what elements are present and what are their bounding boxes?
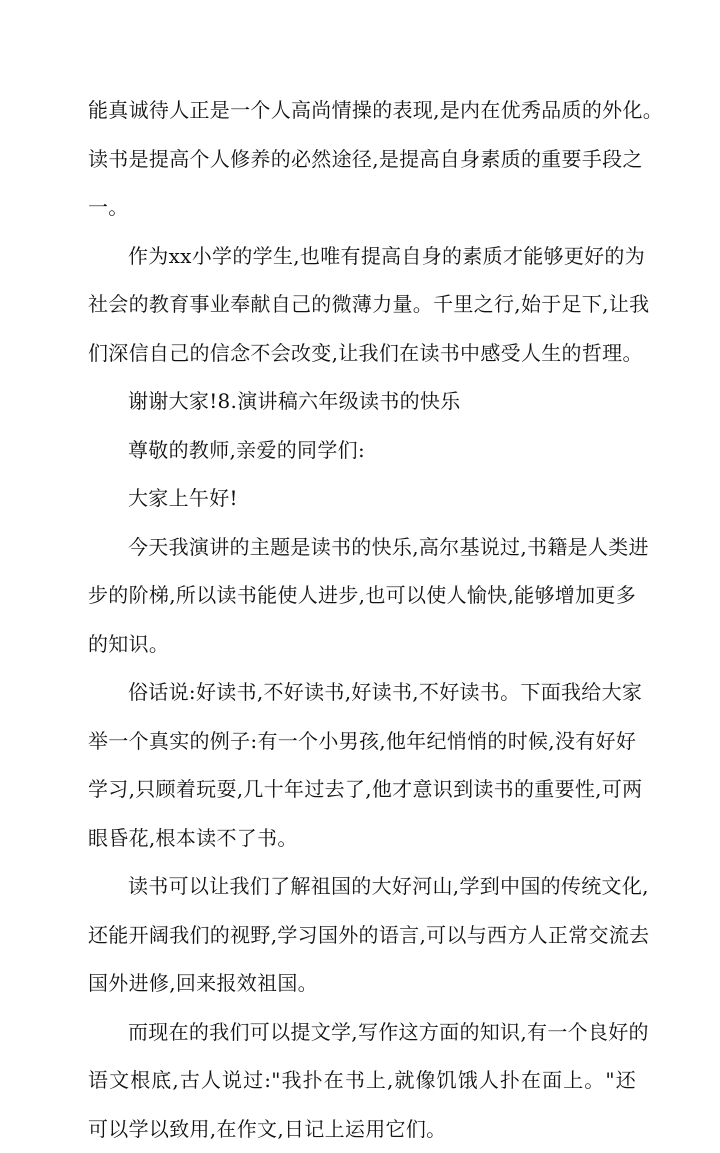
text-line: 俗话说:好读书,不好读书,好读书,不好读书。下面我给大家 xyxy=(88,668,636,717)
text-line: 能真诚待人正是一个人高尚情操的表现,是内在优秀品质的外化。 xyxy=(88,86,636,135)
text-line: 们深信自己的信念不会改变,让我们在读书中感受人生的哲理。 xyxy=(88,329,636,378)
text-line: 今天我演讲的主题是读书的快乐,高尔基说过,书籍是人类进 xyxy=(88,523,636,572)
text-line: 大家上午好! xyxy=(88,474,636,523)
text-line: 读书可以让我们了解祖国的大好河山,学到中国的传统文化, xyxy=(88,862,636,911)
text-line: 一。 xyxy=(88,183,636,232)
text-line: 社会的教育事业奉献自己的微薄力量。千里之行,始于足下,让我 xyxy=(88,280,636,329)
text-line: 的知识。 xyxy=(88,620,636,669)
text-line: 还能开阔我们的视野,学习国外的语言,可以与西方人正常交流去 xyxy=(88,911,636,960)
text-line: 学习,只顾着玩耍,几十年过去了,他才意识到读书的重要性,可两 xyxy=(88,765,636,814)
text-line: 语文根底,古人说过:"我扑在书上,就像饥饿人扑在面上。"还 xyxy=(88,1056,636,1105)
text-line: 举一个真实的例子:有一个小男孩,他年纪悄悄的时候,没有好好 xyxy=(88,717,636,766)
text-line: 作为xx小学的学生,也唯有提高自身的素质才能够更好的为 xyxy=(88,232,636,281)
text-line: 国外进修,回来报效祖国。 xyxy=(88,959,636,1008)
text-line: 而现在的我们可以提文学,写作这方面的知识,有一个良好的 xyxy=(88,1008,636,1057)
text-line: 步的阶梯,所以读书能使人进步,也可以使人愉快,能够增加更多 xyxy=(88,571,636,620)
text-line: 读书是提高个人修养的必然途径,是提高自身素质的重要手段之 xyxy=(88,135,636,184)
text-line: 可以学以致用,在作文,日记上运用它们。 xyxy=(88,1105,636,1153)
text-line: 谢谢大家!8.演讲稿六年级读书的快乐 xyxy=(88,377,636,426)
text-line: 眼昏花,根本读不了书。 xyxy=(88,814,636,863)
document-page xyxy=(88,86,636,1153)
text-line: 尊敬的教师,亲爱的同学们: xyxy=(88,426,636,475)
